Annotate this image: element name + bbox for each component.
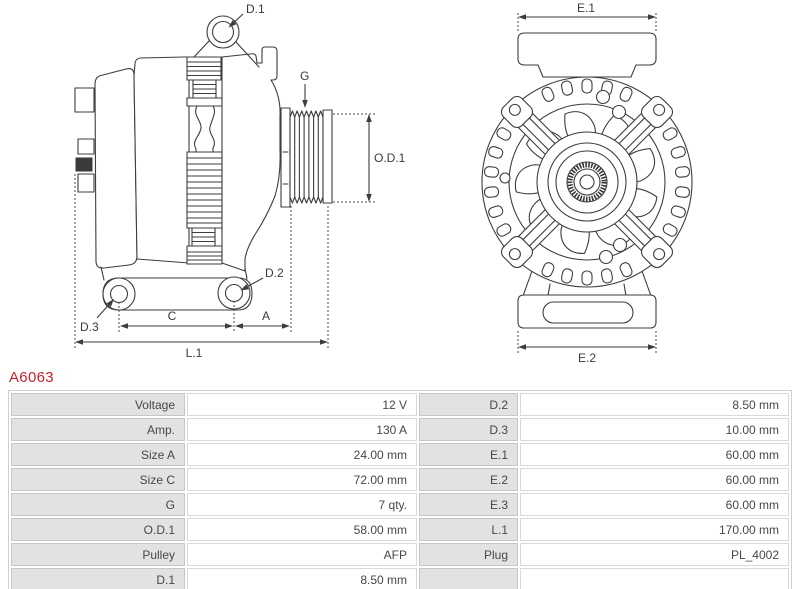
spec-value-cell: 60.00 mm bbox=[520, 468, 789, 491]
spec-value-cell bbox=[520, 568, 789, 589]
spec-row bbox=[11, 468, 789, 491]
spec-value-cell: 58.00 mm bbox=[187, 518, 417, 541]
spec-row bbox=[11, 493, 789, 516]
spec-label-cell: D.2 bbox=[419, 393, 518, 416]
spec-table bbox=[8, 390, 792, 589]
dim-label-d2: D.2 bbox=[265, 266, 284, 280]
spec-label-cell: E.2 bbox=[419, 468, 518, 491]
spec-value-cell: 60.00 mm bbox=[520, 493, 789, 516]
spec-value-cell: 130 A bbox=[187, 418, 417, 441]
spec-label-cell: Pulley bbox=[11, 543, 185, 566]
spec-label-cell: Size A bbox=[11, 443, 185, 466]
spec-label-cell: L.1 bbox=[419, 518, 518, 541]
dim-label-d1: D.1 bbox=[246, 2, 265, 16]
spec-value-cell: 24.00 mm bbox=[187, 443, 417, 466]
part-number-link[interactable]: A6063 bbox=[9, 369, 54, 386]
dim-label-d3: D.3 bbox=[80, 320, 99, 334]
front-view bbox=[482, 1, 692, 365]
spec-value-cell: 10.00 mm bbox=[520, 418, 789, 441]
dim-label-e1: E.1 bbox=[576, 1, 596, 15]
spec-row bbox=[11, 393, 789, 416]
spec-value-cell: AFP bbox=[187, 543, 417, 566]
spec-value-cell: 12 V bbox=[187, 393, 417, 416]
spec-row bbox=[11, 568, 789, 589]
spec-label-cell: D.3 bbox=[419, 418, 518, 441]
spec-row bbox=[11, 518, 789, 541]
spec-row bbox=[11, 543, 789, 566]
spec-value-cell: 8.50 mm bbox=[520, 393, 789, 416]
spec-label-cell: Amp. bbox=[11, 418, 185, 441]
spec-label-cell: G bbox=[11, 493, 185, 516]
dim-label-a: A bbox=[261, 309, 271, 323]
spec-value-cell: PL_4002 bbox=[520, 543, 789, 566]
dim-label-l1: L.1 bbox=[185, 346, 203, 360]
dim-label-e2: E.2 bbox=[577, 351, 597, 365]
spec-value-cell: 72.00 mm bbox=[187, 468, 417, 491]
spec-label-cell: Plug bbox=[419, 543, 518, 566]
dim-label-c: C bbox=[167, 309, 177, 323]
spec-label-cell: Voltage bbox=[11, 393, 185, 416]
spec-value-cell: 7 qty. bbox=[187, 493, 417, 516]
spec-label-cell bbox=[419, 568, 518, 589]
spec-value-cell: 170.00 mm bbox=[520, 518, 789, 541]
spec-row bbox=[11, 443, 789, 466]
part-number-heading bbox=[9, 369, 800, 386]
spec-label-cell: Size C bbox=[11, 468, 185, 491]
spec-value-cell: 8.50 mm bbox=[187, 568, 417, 589]
spec-label-cell: O.D.1 bbox=[11, 518, 185, 541]
dim-label-od1: O.D.1 bbox=[374, 151, 406, 165]
dim-label-g: G bbox=[300, 69, 310, 83]
spec-label-cell: E.3 bbox=[419, 493, 518, 516]
spec-table-body bbox=[11, 393, 789, 589]
spec-value-cell: 60.00 mm bbox=[520, 443, 789, 466]
spec-label-cell: D.1 bbox=[11, 568, 185, 589]
spec-label-cell: E.1 bbox=[419, 443, 518, 466]
side-view bbox=[75, 2, 406, 360]
spec-row bbox=[11, 418, 789, 441]
